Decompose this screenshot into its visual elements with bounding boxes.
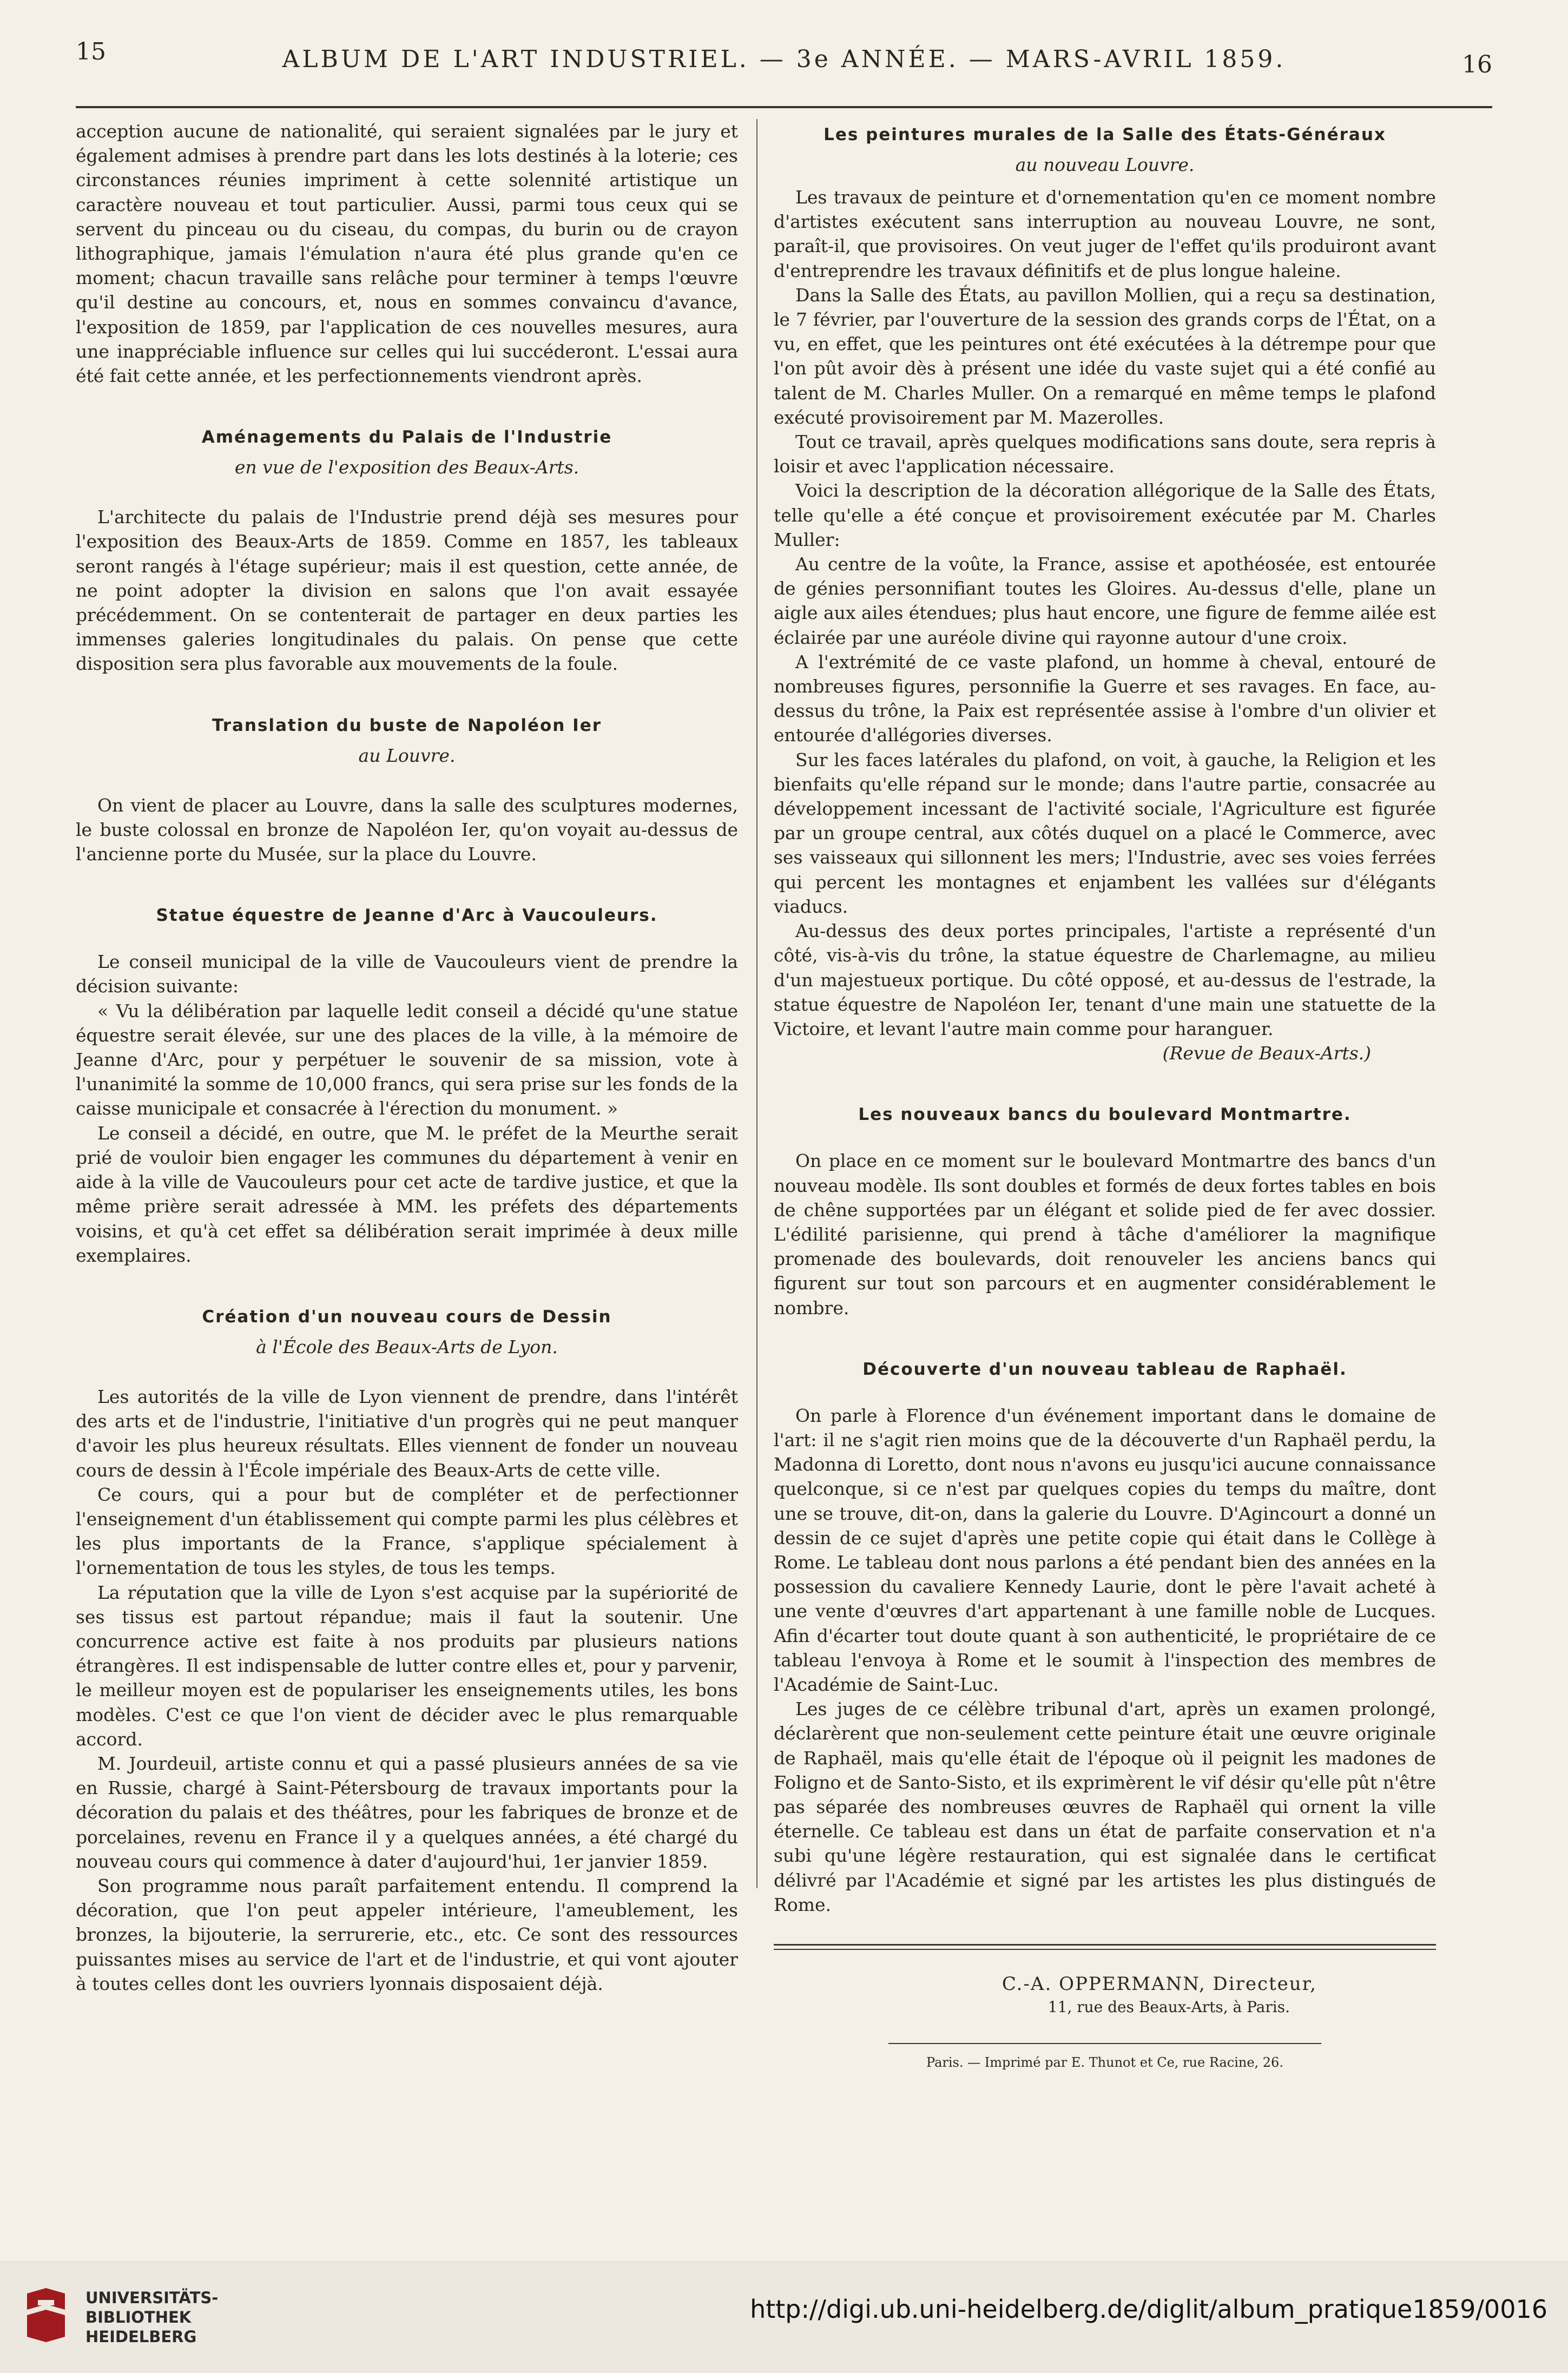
paragraph: « Vu la délibération par laquelle ledit conseil a décidé qu'une statue équestre serait élevée, sur une des places de la ville, à la mémoire de Jeanne d'Arc, pour y perpétuer le souvenir de sa mission, vote à l'unanimité la somme de 10,000 francs, qui sera prise sur les fonds de la caisse municipale et consacrée à l'érection du monument. » [76,1000,738,1119]
page-number-left: 15 [76,38,106,65]
section-subtitle-cours-dessin: à l'École des Beaux-Arts de Lyon. [256,1336,558,1357]
imprint-rule [888,2043,1321,2044]
paragraph: Sur les faces latérales du plafond, on voit, à gauche, la Religion et les bienfaits qu'elle répand sur le monde; dans l'autre partie, consacrée au développement incessant de l'activité sociale, l'Agriculture est figurée par un groupe central, aux côtés duquel on a placé le Commerce, avec ses vaisseaux qui sillonnent les mers; l'Industrie, avec ses voies ferrées qui percent les montagnes et enjambent les vallées sur d'élégants viaducs. [774,749,1436,917]
journal-header-title: ALBUM DE L'ART INDUSTRIEL. — 3e ANNÉE. — MARS-AVRIL 1859. [282,45,1286,73]
paragraph: Les autorités de la ville de Lyon viennent de prendre, dans l'intérêt des arts et de l'industrie, l'initiative d'un progrès qui ne peut manquer d'avoir les plus heureux résultats. Elles viennent de fonder un nouveau cours de dessin à l'École impériale des Beaux-Arts de cette ville. [76,1386,738,1481]
section-heading-raphael: Découverte d'un nouveau tableau de Raphaël. [862,1359,1347,1379]
closing-rule [774,1944,1436,1946]
section-heading-palais: Aménagements du Palais de l'Industrie [201,427,612,447]
paragraph: On vient de placer au Louvre, dans la salle des sculptures modernes, le buste colossal en bronze de Napoléon Ier, qu'on voyait au-dessus de l'ancienne porte du Musée, sur la place du Louvre. [76,794,738,865]
section-subtitle-peintures: au nouveau Louvre. [1015,154,1195,175]
paragraph: Le conseil a décidé, en outre, que M. le préfet de la Meurthe serait prié de vouloir bien engager les communes du département à venir en aide à la ville de Vaucouleurs pour cet acte de tardive justice, et que la même prière serait adressée à MM. les préfets des départements voisins, et qu'à cet effet sa délibération serait imprimée à deux mille exemplaires. [76,1122,738,1266]
paragraph: On place en ce moment sur le boulevard Montmartre des bancs d'un nouveau modèle. Ils sont doubles et formés de deux fortes tables en bois de chêne supportées par un élégant et solide pied de fer avec dossier. L'édilité parisienne, qui prend à tâche d'améliorer la magnifique promenade des boulevards, doit renouveler les anciens bancs qui figurent sur tout son parcours et en augmenter considérablement le nombre. [774,1150,1436,1319]
section-heading-peintures: Les peintures murales de la Salle des États-Généraux [823,125,1386,144]
left-column [76,119,738,1996]
section-heading-bancs: Les nouveaux bancs du boulevard Montmartre. [858,1105,1352,1125]
printer-imprint: Paris. — Imprimé par E. Thunot et Ce, rue Racine, 26. [926,2055,1283,2070]
publisher-address: 11, rue des Beaux-Arts, à Paris. [1047,1998,1290,2016]
paragraph: Les juges de ce célèbre tribunal d'art, après un examen prolongé, déclarèrent que non-seulement cette peinture était une œuvre originale de Raphaël, mais qu'elle était de l'époque où il peignit les madones de Foligno et de Santo-Sisto, et ils exprimèrent le vif désir qu'elle pût n'être pas séparée des nombreuses œuvres de Raphaël qui ornent la ville éternelle. Ce tableau est dans un état de parfaite conservation et n'a subi qu'une légère restauration, qui est signalée dans le certificat délivré par l'Académie et signé par les artistes les plus distingués de Rome. [774,1698,1436,1915]
library-name [85,2288,218,2346]
library-name-line3: HEIDELBERG [85,2328,197,2346]
paragraph: La réputation que la ville de Lyon s'est acquise par la supériorité de ses tissus est partout répandue; mais il faut la soutenir. Une concurrence active est faite à nos produits par plusieurs nations étrangères. Il est indispensable de lutter contre elles et, pour y parvenir, le meilleur moyen est de populariser les enseignements utiles, les bons modèles. C'est ce que l'on vient de décider avec le plus remarquable accord. [76,1581,738,1750]
university-library-logo-icon [22,2288,70,2342]
section-subtitle-buste: au Louvre. [358,744,456,766]
paragraph: M. Jourdeuil, artiste connu et qui a passé plusieurs années de sa vie en Russie, chargé à Saint-Pétersbourg de travaux importants pour la décoration du palais et des théâtres, pour les fabriques de bronze et de porcelaines, revenu en France il y a quelques années, a été chargé du nouveau cours qui commence à dater d'aujourd'hui, 1er janvier 1859. [76,1752,738,1872]
source-citation: (Revue de Beaux-Arts.) [1162,1043,1371,1064]
page-number-right: 16 [1462,51,1492,78]
paragraph: L'architecte du palais de l'Industrie prend déjà ses mesures pour l'exposition des Beaux-Arts de 1859. Comme en 1857, les tableaux seront rangés à l'étage supérieur; mais il est question, cette année, de ne point adopter la division en salons que l'on avait essayée précédemment. On se contenterait de partager en deux parties les immenses galeries longitudinales du palais. On pense que cette disposition sera plus favorable aux mouvements de la foule. [76,506,738,675]
library-name-line2: BIBLIOTHEK [85,2308,192,2326]
intro-paragraph: acception aucune de nationalité, qui seraient signalées par le jury et également admises à prendre part dans les lots destinés à la loterie; ces circonstances réunies impriment à cette solennité artistique un caractère nouveau et tout particulier. Aussi, parmi tous ceux qui se servent du pinceau ou du ciseau, du compas, du burin ou de crayon lithographique, jamais l'émulation n'aura été plus grande qu'en ce moment; chacun travaille sans relâche pour terminer à temps l'œuvre qu'il destine au concours, et, nous en sommes convaincu d'avance, l'exposition de 1859, par l'application de ces nouvelles mesures, aura une inappréciable influence sur celles qui lui succéderont. L'essai aura été fait cette année, et les perfectionnements viendront après. [76,121,738,387]
closing-rule-thin [774,1949,1436,1950]
library-footer [0,2262,1568,2373]
section-heading-cours-dessin: Création d'un nouveau cours de Dessin [202,1307,612,1327]
paragraph: Le conseil municipal de la ville de Vaucouleurs vient de prendre la décision suivante: [76,951,738,997]
right-column [774,119,1436,2075]
paragraph: Dans la Salle des États, au pavillon Mollien, qui a reçu sa destination, le 7 février, par l'ouverture de la session des grands corps de l'État, on a vu, en effet, que les peintures ont été exécutées à la détrempe pour que l'on pût avoir dès à présent une idée du vaste sujet qui a été confié au talent de M. Charles Muller. On a remarqué en même temps le plafond exécuté provisoirement par M. Mazerolles. [774,284,1436,428]
paragraph: Voici la description de la décoration allégorique de la Salle des États, telle qu'elle a été conçue et provisoirement exécutée par M. Charles Muller: [774,480,1436,550]
paragraph: Tout ce travail, après quelques modifications sans doute, sera repris à loisir et avec l'application nécessaire. [774,431,1436,477]
director-signature: C.-A. OPPERMANN, Directeur, [1002,1973,1317,1995]
paragraph: Au centre de la voûte, la France, assise et apothéosée, est entourée de génies personnifiant toutes les Gloires. Au-dessus d'elle, plane un aigle aux ailes étendues; plus haut encore, une figure de femme ailée est éclairée par une auréole divine qui rayonne autour d'une croix. [774,553,1436,648]
section-subtitle-palais: en vue de l'exposition des Beaux-Arts. [234,457,579,478]
paragraph: Son programme nous paraît parfaitement entendu. Il comprend la décoration, que l'on peut appeler intérieure, l'ameublement, les bronzes, la bijouterie, la serrurerie, etc., etc. Ce sont des ressources puissantes mises au service de l'art et de l'industrie, et qui vont ajouter à toutes celles dont les ouvriers lyonnais disposaient déjà. [76,1875,738,1994]
paragraph: Les travaux de peinture et d'ornementation qu'en ce moment nombre d'artistes exécutent sans interruption au nouveau Louvre, ne sont, paraît-il, que provisoires. On veut juger de l'effet qu'ils produiront avant d'entreprendre les travaux définitifs et de plus longue haleine. [774,187,1436,281]
section-heading-buste: Translation du buste de Napoléon Ier [212,715,602,735]
running-head [76,38,1492,81]
digitization-url-link[interactable]: http://digi.ub.uni-heidelberg.de/diglit/album_pratique1859/0016 [750,2295,1547,2324]
library-name-line1: UNIVERSITÄTS- [85,2289,219,2307]
header-rule [76,106,1492,108]
section-heading-jeanne-darc: Statue équestre de Jeanne d'Arc à Vaucouleurs. [156,906,658,926]
paragraph: On parle à Florence d'un événement important dans le domaine de l'art: il ne s'agit rien moins que de la découverte d'un Raphaël perdu, la Madonna di Loretto, dont nous n'avons eu jusqu'ici aucune connaissance quelconque, si ce n'est par quelques copies du temps du maître, dont une se trouve, dit-on, dans la galerie du Louvre. D'Agincourt a donné un dessin de ce sujet d'après une petite copie qui était dans le Collège à Rome. Le tableau dont nous parlons a été pendant bien des années en la possession du cavaliere Kennedy Laurie, dont le père l'avait acheté à une vente d'œuvres d'art appartenant à une famille noble de Lucques. Afin d'écarter tout doute quant à son authenticité, le propriétaire de ce tableau l'envoya à Rome et le soumit à l'inspection des membres de l'Académie de Saint-Luc. [774,1405,1436,1695]
column-divider [756,119,757,1888]
paragraph: Ce cours, qui a pour but de compléter et de perfectionner l'enseignement d'un établissement qui compte parmi les plus célèbres et les plus importants de la France, s'applique spécialement à l'ornementation de tous les styles, de tous les temps. [76,1484,738,1579]
paragraph: Au-dessus des deux portes principales, l'artiste a représenté d'un côté, vis-à-vis du trône, la statue équestre de Charlemagne, au milieu d'un majestueux portique. Du côté opposé, et au-dessus de l'estrade, la statue équestre de Napoléon Ier, tenant d'une main une statuette de la Victoire, et levant l'autre main comme pour haranguer. [774,920,1436,1039]
paragraph: A l'extrémité de ce vaste plafond, un homme à cheval, entouré de nombreuses figures, personnifie la Guerre et ses ravages. En face, au-dessus du trône, la Paix est représentée assise à l'ombre d'un olivier et entourée d'allégories diverses. [774,651,1436,746]
